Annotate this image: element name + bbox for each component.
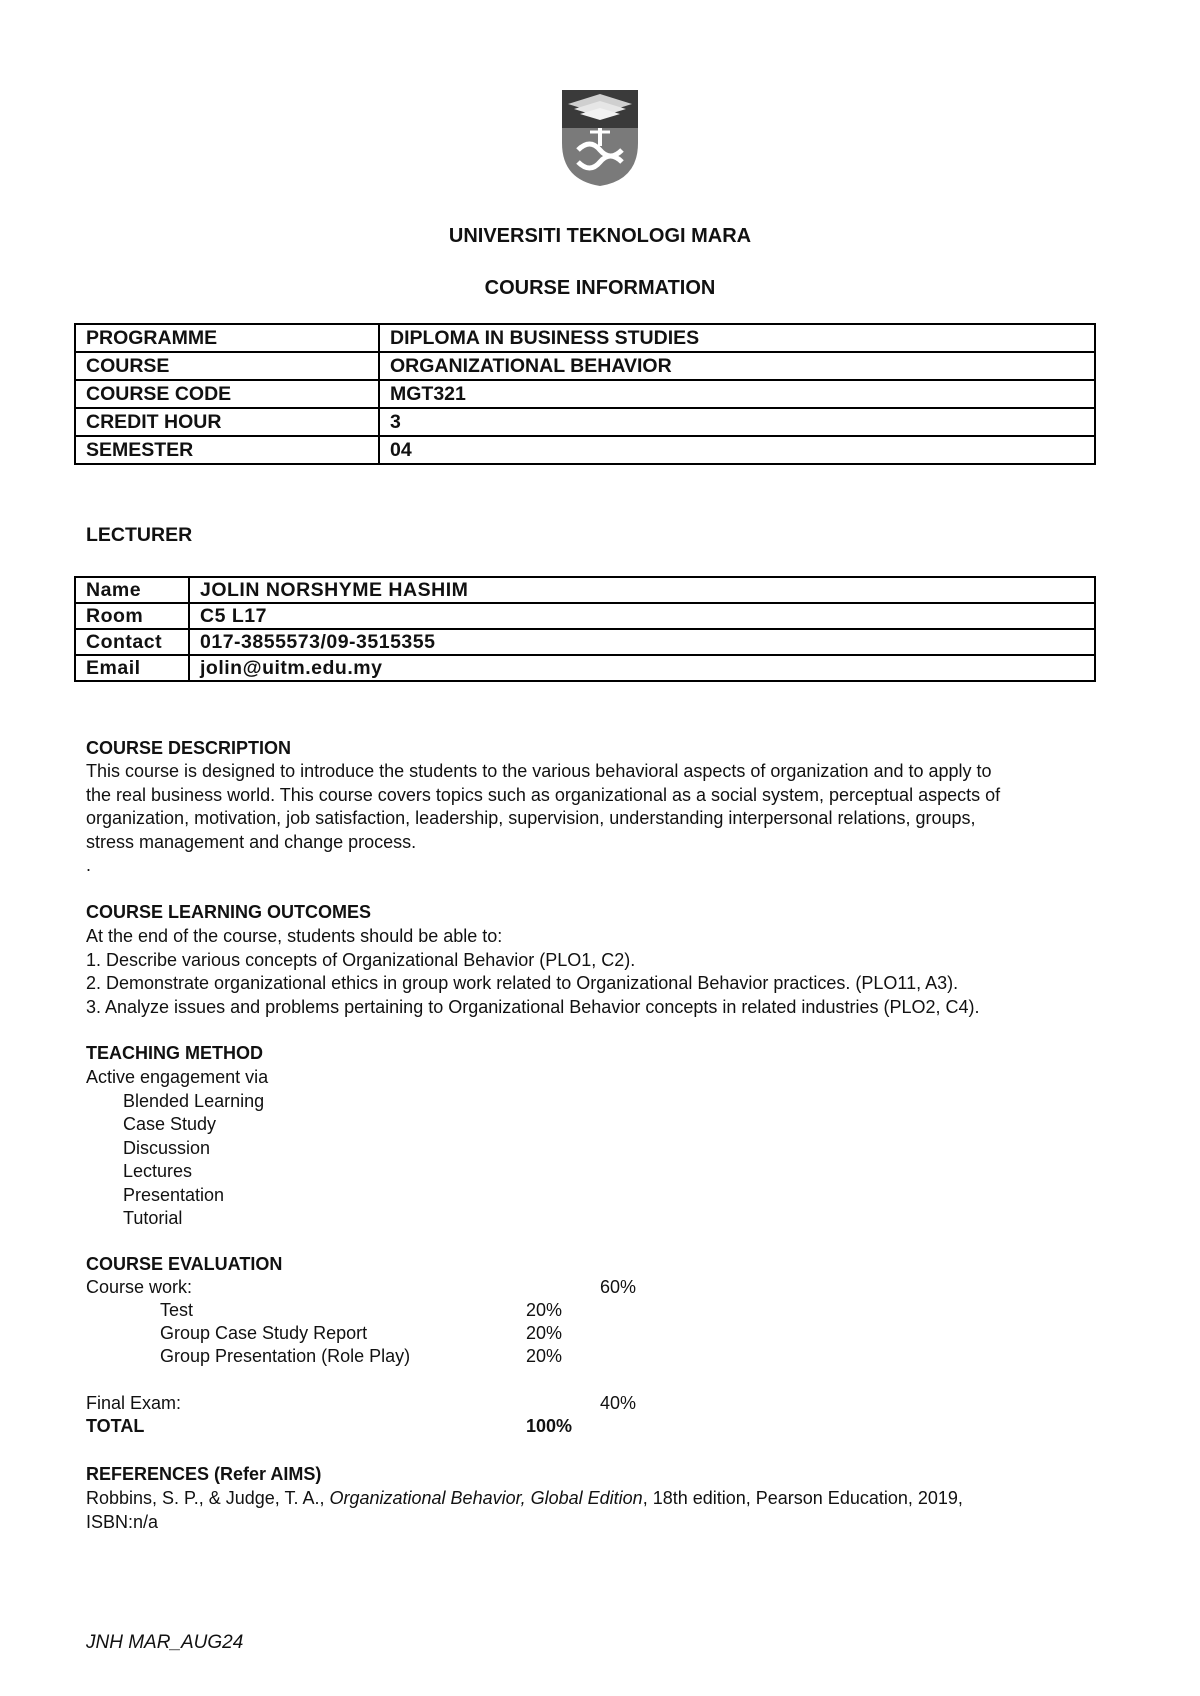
component-weight: 20% bbox=[526, 1300, 563, 1320]
description-line: organization, motivation, job satisfaction, leadership, supervision, understanding interpersonal relations, groups, bbox=[86, 808, 976, 828]
description-line: the real business world. This course covers topics such as organizational as a social system, perceptual aspects of bbox=[86, 784, 1001, 805]
reference-isbn: ISBN:n/a bbox=[86, 1511, 159, 1532]
description-trailing: . bbox=[86, 855, 92, 875]
table-row bbox=[75, 577, 1095, 603]
outcomes-list bbox=[86, 925, 980, 1019]
coursework-total: 60% bbox=[600, 1277, 637, 1297]
list-item: 1. Describe various concepts of Organizational Behavior (PLO1, C2). bbox=[86, 949, 636, 970]
reference-line bbox=[86, 1487, 1106, 1511]
row-value: MGT321 bbox=[379, 380, 1095, 408]
component-weight: 20% bbox=[526, 1346, 563, 1366]
reference-entry bbox=[86, 1487, 1106, 1534]
list-item: Case Study bbox=[123, 1114, 217, 1134]
references-heading: REFERENCES (Refer AIMS) bbox=[86, 1464, 322, 1484]
coursework-label: Course work: bbox=[86, 1277, 193, 1297]
component-weight: 20% bbox=[526, 1323, 563, 1343]
list-item: Blended Learning bbox=[123, 1090, 265, 1111]
row-value: 3 bbox=[379, 408, 1095, 436]
teaching-intro: Active engagement via bbox=[86, 1067, 269, 1087]
lecturer-table bbox=[74, 576, 1096, 682]
total-label: TOTAL bbox=[86, 1416, 145, 1436]
row-label: COURSE bbox=[75, 352, 379, 380]
description-heading: COURSE DESCRIPTION bbox=[86, 738, 292, 758]
row-label: CREDIT HOUR bbox=[75, 408, 379, 436]
row-label: Email bbox=[75, 655, 189, 681]
total-weight: 100% bbox=[526, 1416, 573, 1436]
row-label: SEMESTER bbox=[75, 436, 379, 464]
table-row bbox=[75, 380, 1095, 408]
list-item: 3. Analyze issues and problems pertaining to Organizational Behavior concepts in related industries (PLO2, C4). bbox=[86, 996, 980, 1017]
description-text bbox=[86, 760, 1000, 878]
email-link[interactable]: jolin@uitm.edu.my bbox=[200, 657, 383, 679]
list-item: Tutorial bbox=[123, 1208, 183, 1228]
row-label: Room bbox=[75, 603, 189, 629]
list-item: 2. Demonstrate organizational ethics in group work related to Organizational Behavior practices. (PLO11, A3). bbox=[86, 973, 959, 993]
row-value: ORGANIZATIONAL BEHAVIOR bbox=[379, 352, 1095, 380]
reference-details: , 18th edition, Pearson Education, 2019, bbox=[642, 1488, 963, 1508]
teaching-heading: TEACHING METHOD bbox=[86, 1043, 263, 1063]
table-row bbox=[75, 408, 1095, 436]
row-value[interactable] bbox=[189, 655, 1095, 681]
row-value: C5 L17 bbox=[189, 603, 1095, 629]
outcomes-heading: COURSE LEARNING OUTCOMES bbox=[86, 902, 372, 922]
row-value: JOLIN NORSHYME HASHIM bbox=[189, 577, 1095, 603]
component-name: Test bbox=[160, 1300, 194, 1320]
lecturer-heading: LECTURER bbox=[86, 524, 193, 546]
final-exam-label: Final Exam: bbox=[86, 1393, 182, 1413]
evaluation-heading: COURSE EVALUATION bbox=[86, 1254, 283, 1274]
row-label: Name bbox=[75, 577, 189, 603]
final-exam-weight: 40% bbox=[600, 1393, 637, 1413]
row-value: 04 bbox=[379, 436, 1095, 464]
description-line: stress management and change process. bbox=[86, 831, 417, 852]
list-item: Presentation bbox=[123, 1184, 225, 1205]
teaching-list bbox=[86, 1066, 268, 1231]
component-name: Group Case Study Report bbox=[160, 1323, 368, 1343]
row-label: PROGRAMME bbox=[75, 324, 379, 352]
university-name: UNIVERSITI TEKNOLOGI MARA bbox=[448, 225, 752, 247]
row-value: DIPLOMA IN BUSINESS STUDIES bbox=[379, 324, 1095, 352]
row-value: 017-3855573/09-3515355 bbox=[189, 629, 1095, 655]
table-row bbox=[75, 352, 1095, 380]
list-item: Lectures bbox=[123, 1161, 193, 1181]
footer-code: JNH MAR_AUG24 bbox=[86, 1632, 244, 1653]
table-row bbox=[75, 629, 1095, 655]
uitm-crest-icon bbox=[560, 88, 640, 188]
document-title: COURSE INFORMATION bbox=[484, 277, 716, 299]
table-row bbox=[75, 655, 1095, 681]
table-row bbox=[75, 436, 1095, 464]
description-line: This course is designed to introduce the students to the various behavioral aspects of organization and to apply to bbox=[86, 761, 992, 781]
component-name: Group Presentation (Role Play) bbox=[160, 1346, 411, 1366]
table-row bbox=[75, 324, 1095, 352]
reference-authors: Robbins, S. P., & Judge, T. A., bbox=[86, 1488, 330, 1508]
outcomes-intro: At the end of the course, students should be able to: bbox=[86, 926, 503, 946]
reference-title: Organizational Behavior, Global Edition bbox=[329, 1488, 643, 1508]
list-item: Discussion bbox=[123, 1137, 211, 1158]
row-label: Contact bbox=[75, 629, 189, 655]
row-label: COURSE CODE bbox=[75, 380, 379, 408]
table-row bbox=[75, 603, 1095, 629]
course-info-table bbox=[74, 323, 1096, 465]
